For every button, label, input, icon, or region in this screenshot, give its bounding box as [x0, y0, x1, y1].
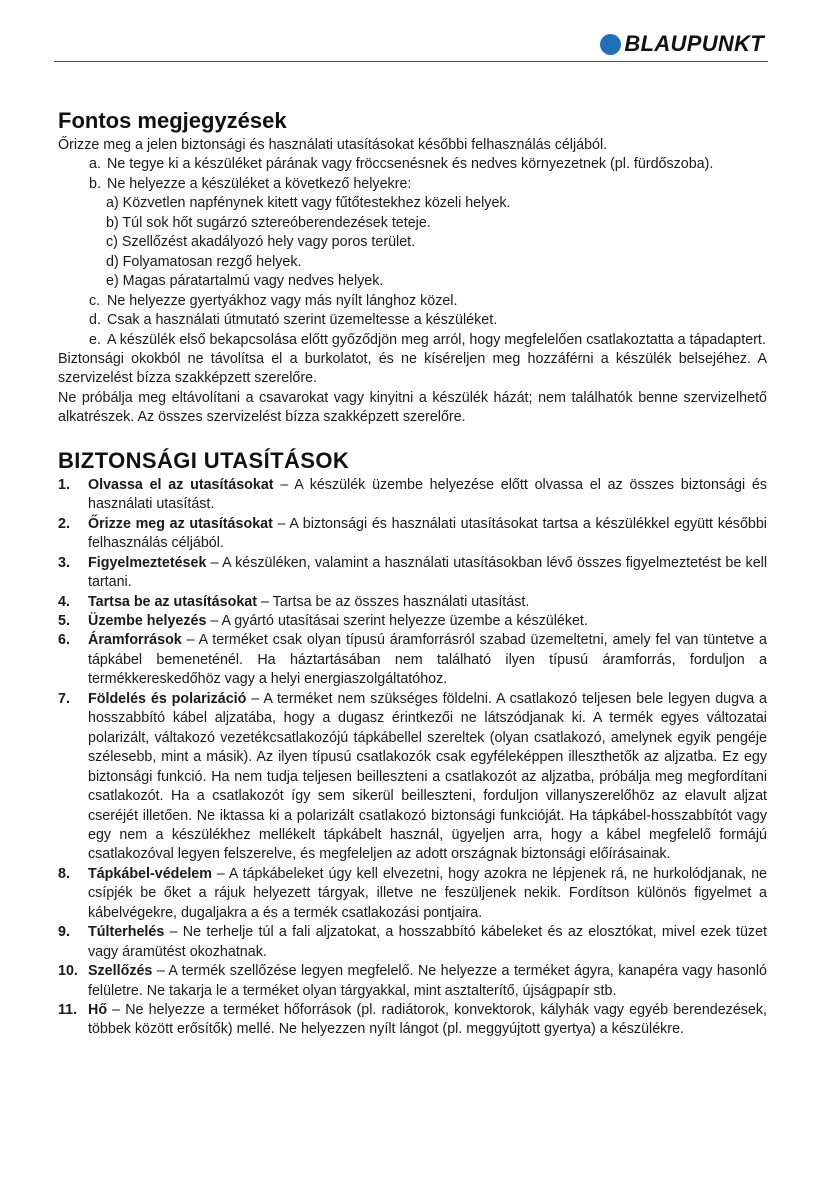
- notes-subitem: c) Szellőzést akadályozó hely vagy poros terület.: [106, 234, 416, 251]
- notes-item-text: Csak a használati útmutató szerint üzemeltesse a készüléket.: [107, 312, 498, 329]
- notes-item-text: Ne helyezze a készüléket a következő helyekre:: [107, 175, 412, 192]
- safety-item: [58, 515, 767, 554]
- safety-item-text: – Ne terhelje túl a fali aljzatokat, a hosszabbító kábeleket és az elosztókat, mivel ezek tüzet vagy áramütést okozhatnak.: [88, 924, 767, 960]
- safety-item-number: 4.: [58, 593, 70, 610]
- safety-item-number: 11.: [58, 1002, 78, 1019]
- notes-subitem: d) Folyamatosan rezgő helyek.: [106, 253, 302, 270]
- safety-item: [58, 476, 767, 515]
- safety-item-title: Szellőzés: [88, 963, 153, 980]
- safety-item-title: Üzembe helyezés: [88, 612, 207, 629]
- safety-item-title: Figyelmeztetések: [88, 554, 207, 571]
- notes-subitem: a) Közvetlen napfénynek kitett vagy fűtőtestekhez közeli helyek.: [106, 195, 511, 212]
- safety-item-number: 3.: [58, 554, 70, 571]
- notes-item-marker: d.: [89, 312, 101, 329]
- notes-item-marker: e.: [89, 331, 101, 348]
- safety-item-title: Olvassa el az utasításokat: [88, 476, 274, 493]
- safety-item-title: Túlterhelés: [88, 924, 165, 941]
- safety-item-text: – Ne helyezze a terméket hőforrások (pl. radiátorok, konvektorok, kályhák vagy egyéb berendezések, többek között erősítők) mellé. Ne helyezzen nyílt lángot (pl. meggyújtott gyertya) a készülékre.: [88, 1002, 767, 1038]
- brand-name: BLAUPUNKT: [624, 31, 764, 56]
- page-content: [58, 106, 767, 1040]
- safety-item-title: Tápkábel-védelem: [88, 865, 212, 882]
- safety-title: BIZTONSÁGI UTASÍTÁSOK: [58, 447, 350, 473]
- header-divider: [54, 61, 768, 62]
- brand-dot-icon: [600, 34, 621, 55]
- safety-item: [58, 962, 767, 1001]
- notes-subitem: e) Magas páratartalmú vagy nedves helyek.: [106, 273, 384, 290]
- safety-item-number: 6.: [58, 632, 70, 649]
- notes-item-text: A készülék első bekapcsolása előtt győződjön meg arról, hogy megfelelően csatlakoztatta a tápadaptert.: [107, 331, 766, 348]
- notes-item: [58, 155, 767, 174]
- notes-intro: Őrizze meg a jelen biztonsági és használati utasításokat későbbi felhasználás céljából.: [58, 137, 608, 153]
- notes-paragraph-screws: Ne próbálja meg eltávolítani a csavarokat vagy kinyitni a készülék házát; nem találhatók benne szervizelhető alkatrészek. Az összes szervizelést bízza szakképzett szerelőre.: [58, 389, 767, 426]
- safety-item: [58, 554, 767, 593]
- safety-item: [58, 690, 767, 865]
- safety-item-title: Hő: [88, 1002, 108, 1019]
- safety-item-number: 7.: [58, 690, 70, 707]
- notes-item: [58, 311, 767, 330]
- notes-item: [58, 175, 767, 194]
- safety-item: [58, 923, 767, 962]
- safety-item: [58, 593, 767, 612]
- safety-item-text: – A tápkábeleket úgy kell elvezetni, hogy azokra ne lépjenek rá, ne hurkolódjanak, ne csípjék be őket a rájuk helyezett tárgyak, illetve ne feszüljenek nekik. Fordítson különös figyelmet a kábelvégekre, dugaljakra a és a termék csatlakozási pontjaira.: [88, 865, 767, 921]
- safety-item-number: 1.: [58, 476, 70, 493]
- safety-item-text: – A gyártó utasításai szerint helyezze üzembe a készüléket.: [206, 612, 588, 629]
- safety-item-text: – A biztonsági és használati utasításokat tartsa a készülékkel együtt későbbi felhasználás céljából.: [88, 515, 767, 552]
- safety-item-number: 8.: [58, 865, 70, 882]
- safety-item-text: – A terméket csak olyan típusú áramforrásról szabad üzemeltetni, amely fel van tüntetve a tápkábel bemeneténél. Ha háztartásában nem található ilyen típusú áramforrás, forduljon a termékkereskedőhöz vagy a helyi energiaszolgáltatóhoz.: [88, 632, 767, 688]
- notes-item-text: Ne helyezze gyertyákhoz vagy más nyílt lánghoz közel.: [107, 292, 458, 309]
- safety-item-title: Tartsa be az utasításokat: [88, 593, 257, 610]
- notes-list: [58, 155, 767, 194]
- safety-item: [58, 612, 767, 631]
- notes-subitem: b) Túl sok hőt sugárzó sztereóberendezések teteje.: [106, 214, 431, 231]
- brand-logo: [600, 31, 764, 57]
- notes-item-marker: b.: [89, 175, 101, 192]
- safety-item: [58, 631, 767, 689]
- safety-item: [58, 865, 767, 923]
- safety-item-number: 10.: [58, 963, 78, 980]
- notes-title: Fontos megjegyzések: [58, 108, 287, 133]
- notes-item-marker: a.: [89, 156, 101, 173]
- safety-item-title: Földelés és polarizáció: [88, 690, 247, 707]
- notes-item: [58, 331, 767, 350]
- safety-item-title: Áramforrások: [88, 632, 182, 649]
- safety-item-text: – A készülék üzembe helyezése előtt olvassa el az összes biztonsági és használati utasítást.: [88, 476, 767, 513]
- notes-item-text: Ne tegye ki a készüléket párának vagy fröccsenésnek és nedves környezetnek (pl. fürdőszoba).: [107, 156, 714, 173]
- safety-item-text: – Tartsa be az összes használati utasítást.: [256, 593, 530, 610]
- safety-list: [58, 476, 767, 1040]
- notes-item-marker: c.: [89, 292, 101, 309]
- notes-sublist: [58, 194, 767, 291]
- safety-item-number: 2.: [58, 515, 70, 532]
- safety-item-title: Őrizze meg az utasításokat: [88, 515, 273, 532]
- notes-list-continued: [58, 292, 767, 350]
- safety-item-number: 5.: [58, 612, 70, 629]
- safety-item-text: – A készüléken, valamint a használati utasításokban lévő összes figyelmeztetést be kell tartani.: [88, 554, 767, 591]
- safety-item: [58, 1001, 767, 1040]
- notes-item: [58, 292, 767, 311]
- safety-item-number: 9.: [58, 924, 70, 941]
- safety-item-text: – A terméket nem szükséges földelni. A csatlakozó teljesen bele legyen dugva a hosszabbító kábel aljzatába, hogy a dugasz érintkezői ne látszódjanak ki. A termék egyes változatai polarizált, váltakozó vezetékcsatlakozójú tápkábellel szereltek (olyan csatlakozó, amelynek egyik pengéje szélesebb, mint a másik). Az ilyen típusú csatlakozók csak egyféleképpen illeszthetők az aljzatba. Ez egy biztonsági funkció. Ha nem tudja teljesen beilleszteni a csatlakozót az aljzatba, próbálja meg megfordítani csatlakozót. Ha a csatlakozót így sem sikerül beilleszteni, forduljon villanyszerelőhöz az elavult aljzat cseréjét illetően. Ne iktassa ki a polarizált csatlakozó biztonsági funkcióját. Ha tápkábel-hosszabbítót vagy egy nem a készülékhez mellékelt tápkábelt használ, ügyeljen arra, hogy a kábel megfelelő formájú csatlakozóval legyen felszerelve, és megfeleljen az adott országnak biztonsági előírásainak.: [88, 690, 767, 863]
- notes-paragraph-cover: Biztonsági okokból ne távolítsa el a burkolatot, és ne kíséreljen meg hozzáférni a készülék belsejéhez. A szervizelést bízza szakképzett szerelőre.: [58, 350, 767, 387]
- safety-item-text: – A termék szellőzése legyen megfelelő. Ne helyezze a terméket ágyra, kanapéra vagy hasonló felületre. Ne takarja le a terméket olyan tárgyakkal, mint asztalterítő, újságpapír stb.: [88, 963, 767, 999]
